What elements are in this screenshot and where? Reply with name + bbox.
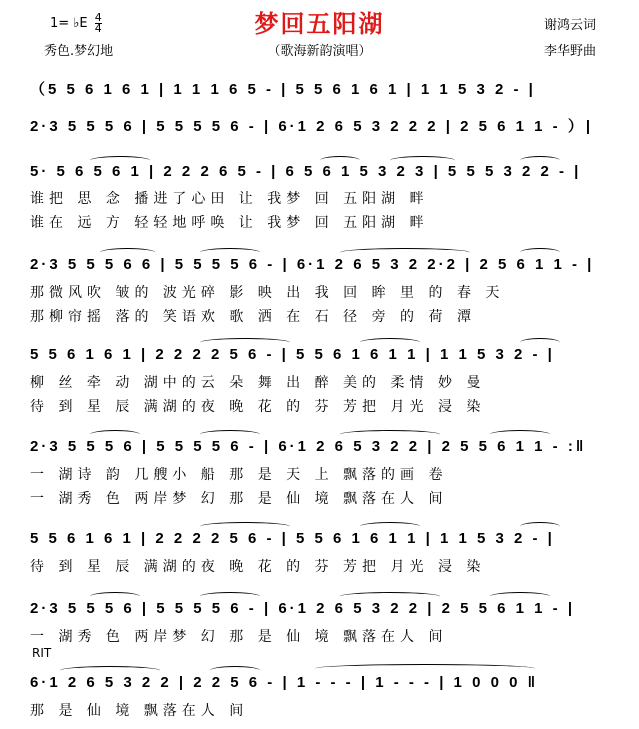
lyric-line-6b: 一 湖秀 色 两岸梦 幻 那 是 仙 境 飘落在人 间 xyxy=(30,491,448,507)
lyric-line-4a: 那微风吹 皱的 波光碎 影 映 出 我 回 眸 里 的 春 天 xyxy=(30,285,505,301)
lyric-line-8: 一 湖秀 色 两岸梦 幻 那 是 仙 境 飘落在人 间 xyxy=(30,629,448,645)
music-line-8: 2·3 5 5 5 6 | 5 5 5 5 6 - | 6·1 2 6 5 3 2 2 | 2 5 5 6 1 1 - | xyxy=(30,600,576,617)
time-signature xyxy=(95,13,102,34)
composer: 李华野曲 xyxy=(544,44,597,59)
music-line-6: 2·3 5 5 5 6 | 5 5 5 5 6 - | 6·1 2 6 5 3 2 2 | 2 5 5 6 1 1 - :‖ xyxy=(30,438,587,455)
lyric-line-6a: 一 湖诗 韵 几艘小 船 那 是 天 上 飘落的画 卷 xyxy=(30,467,448,483)
music-line-3: 5· 5 6 5 6 1 | 2 2 2 6 5 - | 6 5 6 1 5 3 2 3 | 5 5 5 3 2 2 - | xyxy=(30,163,582,180)
key-label: 1= ♭E xyxy=(50,16,88,31)
lyric-line-3a: 谁把 思 念 播进了心田 让 我梦 回 五阳湖 畔 xyxy=(30,191,429,207)
music-line-2: 2·3 5 5 5 6 | 5 5 5 5 6 - | 6·1 2 6 5 3 2 2 2 | 2 5 6 1 1 - ）| xyxy=(30,118,594,135)
song-title: 梦回五阳湖 xyxy=(254,10,385,38)
music-line-7: 5 5 6 1 6 1 | 2 2 2 2 5 6 - | 5 5 6 1 6 1 1 | 1 1 5 3 2 - | xyxy=(30,530,555,547)
music-line-9: 6·1 2 6 5 3 2 2 | 2 2 5 6 - | 1 - - - | 1 - - - | 1 0 0 0 ‖ xyxy=(30,674,539,691)
lyric-line-7: 待 到 星 辰 满湖的夜 晚 花 的 芬 芳把 月光 浸 染 xyxy=(30,559,486,575)
lyric-line-5b: 待 到 星 辰 满湖的夜 晚 花 的 芬 芳把 月光 浸 染 xyxy=(30,399,486,415)
lyric-line-4b: 那柳帘摇 落的 笑语欢 歌 洒 在 石 径 旁 的 荷 潭 xyxy=(30,309,476,325)
lyric-line-9: 那 是 仙 境 飘落在人 间 xyxy=(30,703,249,719)
key-signature xyxy=(50,13,102,34)
lyric-line-3b: 谁在 远 方 轻轻地呼唤 让 我梦 回 五阳湖 畔 xyxy=(30,215,429,231)
music-line-4: 2·3 5 5 5 6 6 | 5 5 5 5 6 - | 6·1 2 6 5 3 2 2·2 | 2 5 6 1 1 - | xyxy=(30,256,595,273)
song-subtitle: （歌海新韵演唱） xyxy=(267,44,372,59)
time-numerator: 4 xyxy=(94,11,102,24)
lyricist: 谢鸿云词 xyxy=(544,18,597,33)
lyric-line-5a: 柳 丝 牵 动 湖中的云 朵 舞 出 醉 美的 柔情 妙 曼 xyxy=(30,375,486,391)
music-line-5: 5 5 6 1 6 1 | 2 2 2 2 5 6 - | 5 5 6 1 6 1 1 | 1 1 5 3 2 - | xyxy=(30,346,555,363)
style-marking: 秀色.梦幻地 xyxy=(44,44,114,59)
music-line-1: （5 5 6 1 6 1 | 1 1 1 6 5 - | 5 5 6 1 6 1 | 1 1 5 3 2 - | xyxy=(30,81,536,98)
rit-marking: RIT xyxy=(32,646,52,660)
time-denominator: 4 xyxy=(94,22,102,35)
